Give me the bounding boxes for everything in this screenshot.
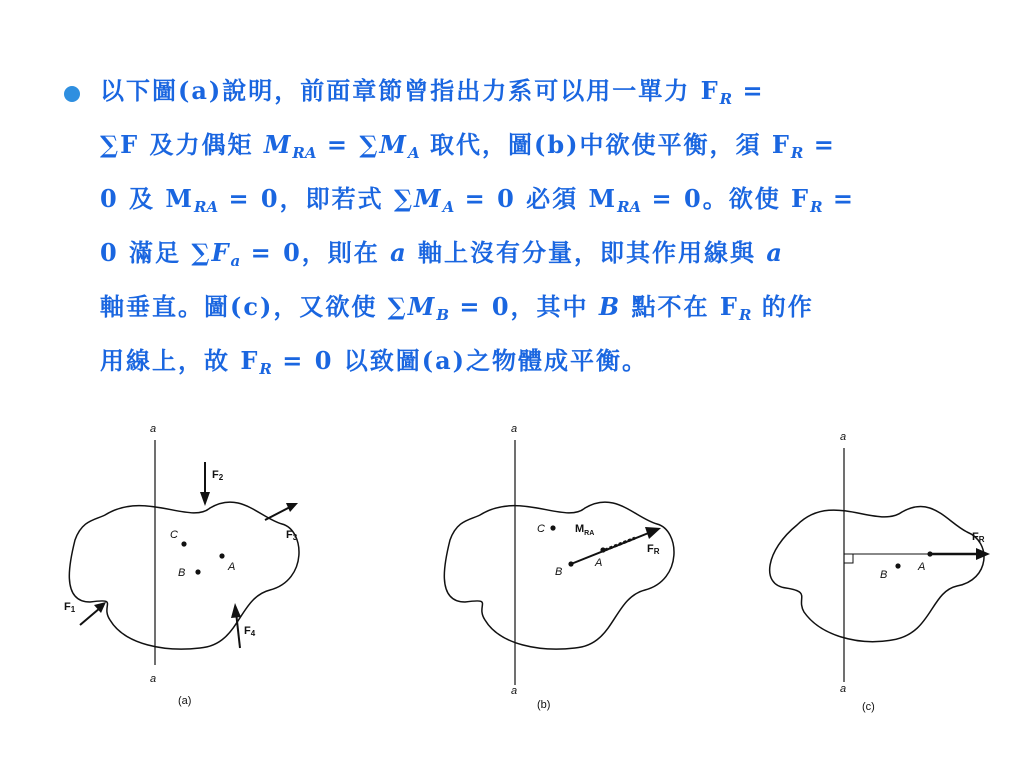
point-b-label: B (555, 566, 563, 578)
point-c-label: C (170, 529, 178, 541)
force-f2-arrow (200, 462, 210, 506)
figure-b-caption: (b) (537, 699, 551, 711)
point-c-label: C (537, 523, 545, 535)
force-f1-arrow (80, 602, 106, 625)
text-line-4: 0 滿足 $\sum F_a = 0$，則在 a 軸上沒有分量，即其作用線與 a (100, 238, 784, 270)
figure-b-drawing (425, 420, 685, 720)
point-c-marker (181, 541, 186, 546)
point-a-marker (927, 551, 932, 556)
point-a-label: A (918, 561, 926, 573)
right-angle-marker (844, 554, 853, 563)
force-f4-arrow (231, 603, 241, 648)
resultant-force-arrowhead (645, 527, 661, 539)
explanation-paragraph (100, 64, 976, 388)
figure-a (50, 420, 310, 720)
bullet-dot (64, 86, 80, 102)
moment-label: $M_{RA}$ (575, 523, 595, 537)
point-b-label: B (178, 567, 186, 579)
axis-label-top: a (150, 423, 157, 435)
point-b-label: B (880, 569, 888, 581)
text-line-5: 軸垂直。圖(c)，又欲使 $\sum M_B = 0$，其中 B 點不在 $F_R$ 的作 (100, 292, 814, 324)
force-fr-label: FR (647, 543, 660, 556)
figure-a-caption: (a) (178, 695, 192, 707)
body-outline (770, 507, 984, 642)
point-b-marker (195, 569, 200, 574)
axis-label-top: a (511, 423, 518, 435)
text-line-1: 以下圖(a)說明，前面章節曾指出力系可以用一單力 $F_R$ = (100, 76, 765, 108)
text-line-2: ∑F 及力偶矩 $M_{RA} = \sum M_A$ 取代，圖(b)中欲使平衡，須 $F_R$ = (100, 130, 836, 162)
axis-label-bottom: a (840, 683, 847, 695)
point-b-marker (895, 563, 900, 568)
text-line-6: 用線上，故 $F_R = 0$ 以致圖(a)之物體成平衡。 (100, 346, 649, 378)
point-c-marker (550, 525, 555, 530)
figure-a-drawing (50, 420, 310, 720)
force-f2-label: F2 (212, 469, 224, 482)
axis-label-top: a (840, 431, 847, 443)
point-a-marker (600, 547, 605, 552)
force-f1-label: F1 (64, 601, 76, 614)
figure-c (752, 420, 1012, 720)
figure-b (425, 420, 685, 720)
axis-label-bottom: a (511, 685, 518, 697)
figure-c-drawing (752, 420, 1012, 720)
point-a-label: A (595, 557, 603, 569)
point-b-marker (568, 561, 573, 566)
point-a-marker (219, 553, 224, 558)
force-f3-arrow (265, 503, 298, 520)
point-a-label: A (228, 561, 236, 573)
axis-label-bottom: a (150, 673, 157, 685)
force-f4-label: F4 (244, 625, 256, 638)
force-f3-label: F3 (286, 529, 298, 542)
figure-c-caption: (c) (862, 701, 875, 713)
text-line-3: 0 及 $M_{RA} = 0$，即若式 $\sum M_A = 0$ 必須 $M_{RA} = 0$。欲使 $F_R$ = (100, 184, 856, 216)
slide-body (64, 64, 976, 388)
force-fr-label: FR (972, 531, 985, 544)
